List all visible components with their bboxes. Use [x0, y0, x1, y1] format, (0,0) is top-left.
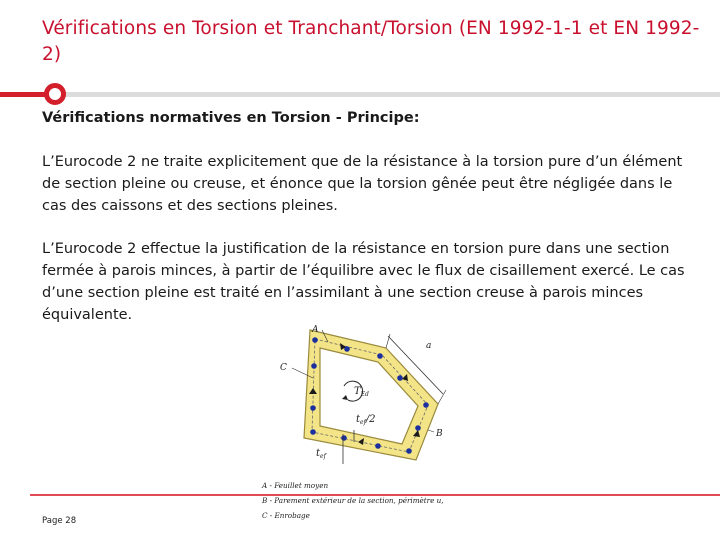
paragraph-1: L’Eurocode 2 ne traite explicitement que de la résistance à la torsion pure d’un élément de section pleine ou creuse, et énonce que la torsion gênée peut être négligée dans le cas des caissons et des sections pleines. — [42, 154, 683, 214]
label-C: C — [280, 363, 287, 373]
paragraph-2: L’Eurocode 2 effectue la justification de la résistance en torsion pure dans une section fermée à parois minces, à partir de l’équilibre avec le flux de cisaillement exercé. Le cas d’une section pleine est traité en l’assimilant à une section creuse à parois minces équivalente. — [42, 241, 685, 323]
hollow-section-wall — [304, 330, 438, 460]
legend-item-C: C - Enrobage — [262, 511, 310, 520]
label-a: a — [426, 341, 432, 351]
torsion-section-figure — [258, 318, 468, 530]
footer-divider — [30, 494, 720, 496]
section-subtitle: Vérifications normatives en Torsion - Principe: — [42, 110, 420, 126]
page-number: Page 28 — [42, 516, 77, 526]
title-bullet-ring — [44, 83, 66, 105]
title-underline-bar — [0, 92, 720, 97]
label-tef-half: $t_{ef}/2$ — [356, 414, 376, 426]
label-tef: $t_{ef}$ — [316, 448, 326, 460]
torsion-section-diagram — [258, 318, 468, 530]
legend-item-A: A - Feuillet moyen — [262, 481, 329, 490]
slide-title: Vérifications en Torsion et Tranchant/Torsion (EN 1992-1-1 et EN 1992-2) — [42, 18, 700, 65]
label-torque: $T_{Ed}$ — [354, 386, 369, 398]
label-B: B — [436, 429, 443, 439]
label-A: A — [312, 325, 319, 335]
figure-legend — [261, 481, 444, 520]
legend-item-B: B - Parement extérieur de la section, périmètre u, — [262, 496, 444, 505]
